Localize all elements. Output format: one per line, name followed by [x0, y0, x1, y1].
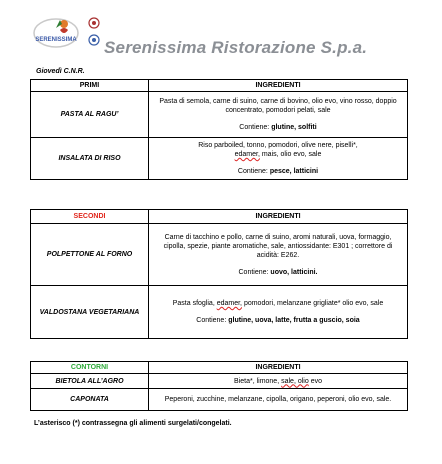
contorni-section-label: CONTORNI: [31, 362, 149, 374]
allergens-value: glutine, solfiti: [271, 124, 317, 131]
ingredients-text: Bieta*, limone,: [234, 377, 282, 385]
ingredients-flagged-word: edamer,: [234, 151, 260, 158]
allergens-prefix: Contiene:: [196, 317, 229, 324]
secondi-header-row: [31, 210, 408, 224]
dish-ingredients: Peperoni, zucchine, melanzane, cipolla, origano, peperoni, olio evo, sale.: [149, 389, 408, 411]
ingredients-text-rest: mais, olio evo, sale: [259, 151, 322, 158]
dish-name: CAPONATA: [31, 389, 149, 411]
table-row: [31, 374, 408, 389]
table-row: [31, 286, 408, 339]
ingredients-flagged-word: sale, olio: [281, 377, 309, 385]
ingredients-text: Carne di tacchino e pollo, carne di suino, aromi naturali, uova, formaggio, cipolla, spezie, piante aromatiche, sale, antiossidante: E301 ; correttore di acidità: E262.: [163, 233, 393, 259]
dish-ingredients: [149, 138, 408, 180]
dish-ingredients: [149, 286, 408, 339]
allergens-prefix: Contiene:: [237, 168, 270, 175]
ingredients-flagged-word: edamer,: [216, 300, 242, 307]
table-row: [31, 138, 408, 180]
secondi-ingredients-header: INGREDIENTI: [149, 210, 408, 224]
table-row: [31, 224, 408, 286]
dish-name: POLPETTONE AL FORNO: [31, 224, 149, 286]
primi-section-label: PRIMI: [31, 80, 149, 92]
allergens-value: glutine, uova, latte, frutta a guscio, soia: [228, 317, 360, 324]
allergens-value: uovo, latticini.: [270, 268, 318, 276]
allergens-line: [153, 167, 403, 176]
dish-ingredients: [149, 374, 408, 389]
allergens-prefix: Contiene:: [238, 268, 271, 276]
primi-ingredients-header: INGREDIENTI: [149, 80, 408, 92]
allergens-prefix: Contiene:: [239, 124, 272, 131]
primi-header-row: [31, 80, 408, 92]
secondi-section-label: SECONDI: [31, 210, 149, 224]
contorni-header-row: [31, 362, 408, 374]
primi-table: [30, 79, 408, 180]
serenissima-logo: [30, 10, 104, 54]
company-name: Serenissima Ristorazione S.p.a.: [104, 38, 368, 57]
dish-ingredients: [149, 224, 408, 286]
table-row: [31, 92, 408, 138]
ingredients-text-rest: evo: [308, 377, 322, 385]
ingredients-text: Pasta sfoglia,: [172, 300, 217, 307]
table-row: [31, 389, 408, 411]
footnote: L’asterisco (*) contrassegna gli alimenti surgelati/congelati.: [34, 420, 232, 427]
dish-name: VALDOSTANA VEGETARIANA: [31, 286, 149, 339]
dish-name: BIETOLA ALL’AGRO: [31, 374, 149, 389]
allergens-line: [153, 123, 403, 132]
contorni-table: [30, 361, 408, 411]
allergens-line: [153, 268, 403, 277]
contorni-ingredients-header: INGREDIENTI: [149, 362, 408, 374]
ingredients-text: Riso parboiled, tonno, pomodori, olive nere, piselli*,: [198, 142, 358, 149]
dish-ingredients: [149, 92, 408, 138]
dish-name: PASTA AL RAGU’: [31, 92, 149, 138]
allergens-value: pesce, latticini: [269, 168, 319, 175]
day-label: Giovedì C.N.R.: [36, 68, 85, 75]
ingredients-text: Pasta di semola, carne di suino, carne di bovino, olio evo, vino rosso, doppio concentrato, pomodori pelati, sale: [159, 98, 397, 114]
logo-text: SERENISSIMA: [35, 37, 77, 43]
allergens-line: [153, 316, 403, 325]
dish-name: INSALATA DI RISO: [31, 138, 149, 180]
ingredients-text-rest: pomodori, melanzane grigliate* olio evo, sale: [242, 300, 384, 307]
secondi-table: [30, 209, 408, 339]
